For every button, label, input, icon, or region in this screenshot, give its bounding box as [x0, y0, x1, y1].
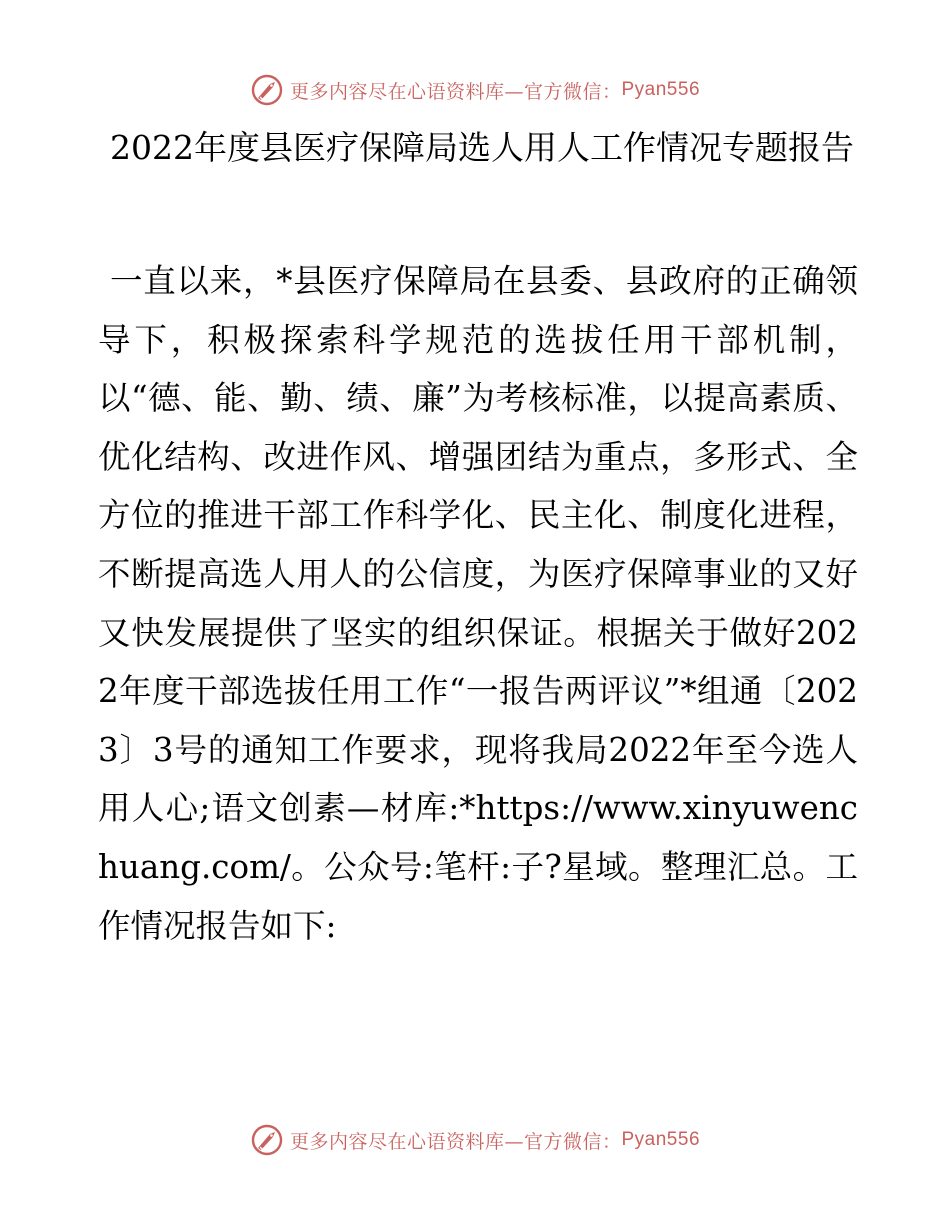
pen-nib-circle-icon — [250, 73, 284, 107]
footer-watermark — [0, 1120, 950, 1160]
watermark-wechat-id: Pyan556 — [621, 1129, 701, 1150]
watermark-text: 更多内容尽在心语资料库—官方微信： — [289, 80, 622, 103]
header-watermark — [0, 70, 950, 110]
watermark-wechat-id: Pyan556 — [621, 79, 701, 100]
body-paragraph: 一直以来，*县医疗保障局在县委、县政府的正确领导下，积极探索科学规范的选拔任用干部机制，以“德、能、勤、绩、廉”为考核标准，以提高素质、优化结构、改进作风、增强团结为重点，多形式、全方位的推进干部工作科学化、民主化、制度化进程，不断提高选人用人的公信度，为医疗保障事业的又好又快发展提供了坚实的组织保证。根据关于做好2022年度干部选拔任用工作“一报告两评议”*组通〔2023〕3号的通知工作要求，现将我局2022年至今选人用人心;语文创素—材库:*https://www.xinyuwenchuang.com/。公众号:笔杆:子?星域。整理汇总。工作情况报告如下: — [98, 262, 858, 945]
watermark-text: 更多内容尽在心语资料库—官方微信： — [289, 1130, 622, 1153]
pen-nib-circle-icon — [250, 1123, 284, 1157]
document-title: 2022年度县医疗保障局选人用人工作情况专题报告 — [110, 128, 854, 167]
